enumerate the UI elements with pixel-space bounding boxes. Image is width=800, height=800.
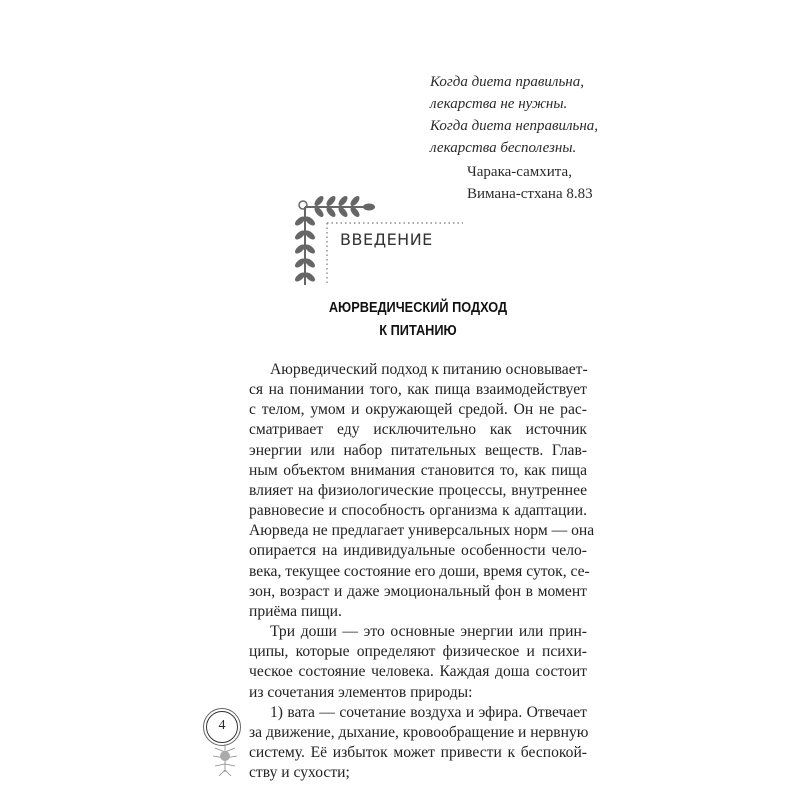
body-line: 1) вата — сочетание воздуха и эфира. Отвечает — [270, 703, 587, 721]
body-line: Аюрведический подход к питанию основывает- — [270, 361, 588, 378]
body-line: зон, возраст и даже эмоциональный фон в момент — [249, 582, 587, 600]
body-line: Аюрведа не предлагает универсальных норм — она — [249, 522, 595, 540]
epigraph-line: Когда диета неправильна, — [430, 118, 599, 134]
source-line: Вимана-стхана 8.83 — [467, 186, 593, 202]
epigraph-line: лекарства не нужны. — [430, 96, 568, 112]
body-line: века, текущее состояние его доши, время суток, се- — [249, 562, 590, 580]
body-text — [249, 360, 595, 783]
body-line: ципы, которые определяют физическое и психи- — [249, 643, 587, 661]
epigraph-source — [467, 161, 593, 205]
page-number-badge — [203, 708, 241, 746]
epigraph — [430, 71, 598, 159]
body-line: ческое состояние человека. Каждая доша состоит — [249, 663, 587, 681]
body-line: ным объектом внимания становится то, как пища — [249, 461, 587, 479]
body-line: опирается на индивидуальные особенности чело- — [249, 542, 587, 560]
chapter-heading-line: К ПИТАНИЮ — [379, 323, 457, 339]
chapter-heading-line: АЮРВЕДИЧЕСКИЙ ПОДХОД — [328, 300, 508, 316]
source-line: Чарака-самхита, — [467, 164, 572, 180]
body-line: за движение, дыхание, кровообращение и нервную — [249, 723, 589, 741]
body-line: энергии или набор питательных веществ. Глав- — [249, 441, 587, 459]
body-line: из сочетания элементов природы: — [249, 683, 473, 701]
epigraph-line: лекарства бесполезны. — [430, 140, 577, 156]
body-line: равновесие и способность организма к адаптации. — [249, 502, 587, 520]
body-line: Три доши — это основные энергии или прин- — [270, 623, 587, 641]
body-line: приёма пищи. — [249, 602, 342, 620]
body-line: ся на понимании того, как пища взаимодействует — [249, 381, 587, 399]
body-line: ству и сухости; — [249, 764, 350, 782]
body-line: с телом, умом и окружающей средой. Он не рас- — [249, 401, 587, 419]
body-line: влияет на физиологические процессы, внутреннее — [249, 481, 587, 499]
body-line: систему. Её избыток может привести к беспокой- — [249, 743, 587, 761]
epigraph-line: Когда диета правильна, — [430, 74, 584, 90]
body-line: сматривает еду исключительно как источник — [249, 421, 587, 439]
section-label: ВВЕДЕНИЕ — [340, 230, 433, 249]
page-number: 4 — [218, 718, 226, 733]
floral-sprig-icon — [205, 742, 245, 780]
